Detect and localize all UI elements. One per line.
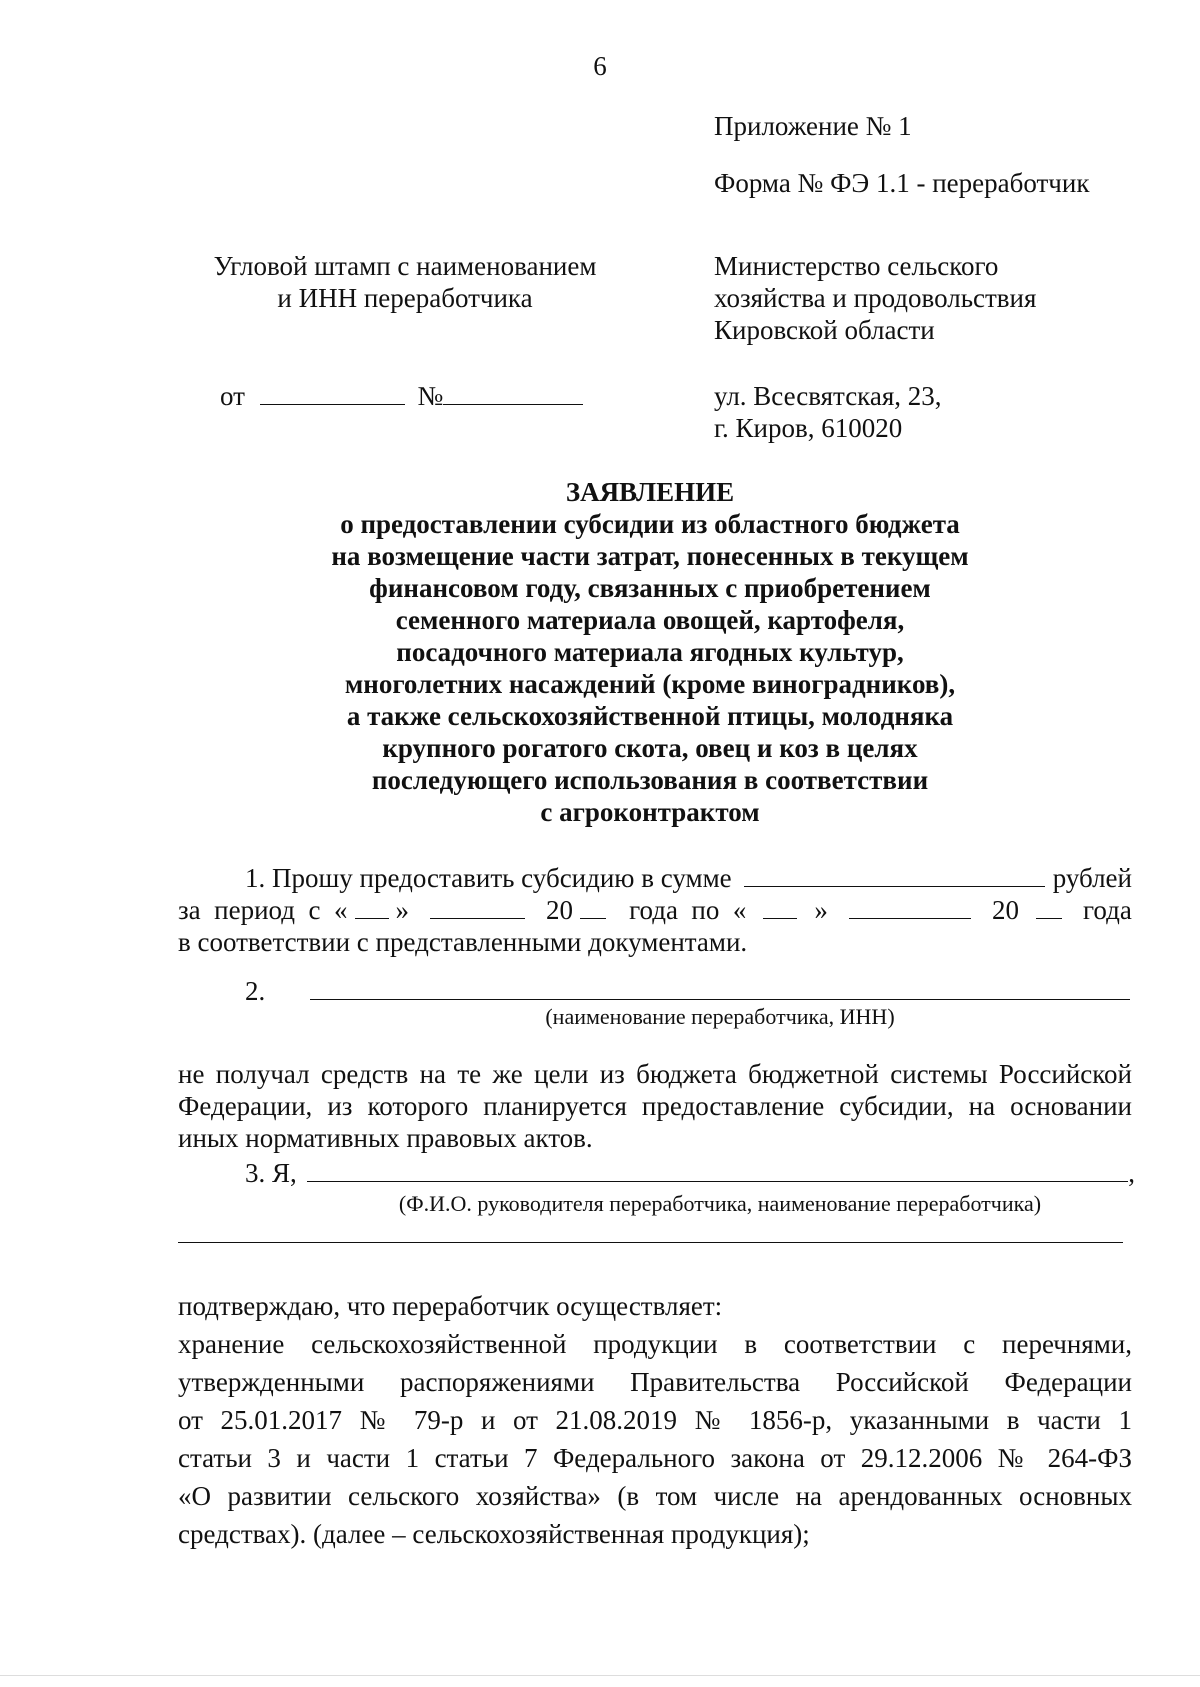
subtitle-line: о предоставлении субсидии из областного бюджета [340,509,960,539]
p2-text-line: не получал средств на те же цели из бюджета бюджетной системы Российской [178,1059,1132,1089]
p1-request-text: 1. Прошу предоставить субсидию в сумме [245,863,732,893]
p3-start: 3. Я, [245,1158,297,1188]
page-number: 6 [593,51,607,81]
subtitle-line: с агроконтрактом [540,797,760,827]
address-line-1: ул. Всесвятская, 23, [714,381,942,411]
address-line-2: г. Киров, 610020 [714,413,903,443]
rubles-label: рублей [1052,863,1132,893]
storage-line: от 25.01.2017 № 79-р и от 21.08.2019 № 1856-р, указанными в части 1 [178,1405,1132,1435]
date-field[interactable] [260,380,405,405]
form-number: Форма № ФЭ 1.1 - переработчик [714,168,1090,198]
ministry-line-1: Министерство сельского [714,251,999,281]
from-label: от [220,381,245,411]
document-title: ЗАЯВЛЕНИЕ [565,477,735,507]
period-from-month-field[interactable] [430,894,525,919]
subsidy-amount-field[interactable] [744,862,1045,887]
head-name-field-continued[interactable] [178,1218,1123,1243]
confirmation-block [178,1290,1132,1322]
storage-line: «О развитии сельского хозяйства» (в том числе на арендованных основных [178,1481,1132,1511]
number-field[interactable] [443,380,583,405]
p1-line-3: в соответствии с представленными документами. [178,927,748,957]
p2-text-line: иных нормативных правовых актов. [178,1123,593,1153]
address-block [714,380,942,444]
paragraph-2-text [178,1058,1132,1154]
stamp-line-1: Угловой штамп с наименованием [213,251,597,281]
period-to-year-field[interactable] [1036,894,1062,919]
appendix-label: Приложение № 1 [714,111,912,141]
p3-line [245,1157,1135,1189]
subtitle-line: финансовом году, связанных с приобретением [369,573,931,603]
p3-field-caption: (Ф.И.О. руководителя переработчика, наименование переработчика) [398,1191,1042,1216]
corner-stamp-caption [180,250,630,314]
p1-line-1 [178,862,1132,894]
ministry-line-3: Кировской области [714,315,935,345]
year-prefix: 20 [546,895,574,925]
ministry-line-2: хозяйства и продовольствия [714,283,1037,313]
subtitle-line: на возмещение части затрат, понесенных в текущем [331,541,969,571]
period-from-day-field[interactable] [355,894,389,919]
p3-comma: , [1128,1158,1135,1188]
storage-line: средствах). (далее – сельскохозяйственная продукция); [178,1519,810,1549]
subtitle-line: многолетних насаждений (кроме виноградников), [344,669,956,699]
head-name-field[interactable] [307,1157,1128,1182]
storage-paragraph [178,1325,1132,1553]
period-to-label: года по « [629,895,747,925]
subtitle-line: семенного материала овощей, картофеля, [395,605,905,635]
p2-number: 2. [245,976,266,1006]
period-to-day-field[interactable] [763,894,797,919]
subtitle-line: крупного рогатого скота, овец и коз в целях [382,733,918,763]
p1-line-2 [178,894,1132,926]
document-subtitle [250,508,1050,828]
year-prefix: 20 [991,895,1019,925]
addressee-block [714,250,1036,346]
subtitle-line: последующего использования в соответствии [371,765,929,795]
quote-close: » [395,895,410,925]
quote-close: » [814,895,828,925]
p2-field-caption: (наименование переработчика, ИНН) [545,1004,895,1029]
outgoing-ref [220,380,583,412]
storage-line: статьи 3 и части 1 статьи 7 Федерального закона от 29.12.2006 № 264-ФЗ [178,1443,1132,1473]
period-from-year-field[interactable] [580,894,606,919]
period-from-label: за период с « [178,895,348,925]
year-label: года [1082,895,1132,925]
subtitle-line: посадочного материала ягодных культур, [396,637,904,667]
stamp-line-2: и ИНН переработчика [277,283,533,313]
period-to-month-field[interactable] [849,894,971,919]
paragraph-1 [178,862,1132,958]
scan-edge [0,1675,1200,1676]
confirmation-line: подтверждаю, что переработчик осуществляет: [178,1291,723,1321]
number-label: № [417,381,444,411]
storage-line: хранение сельскохозяйственной продукции в соответствии с перечнями, [178,1329,1132,1359]
p2-text-line: Федерации, из которого планируется предоставление субсидии, на основании [178,1091,1132,1121]
storage-line: утвержденными распоряжениями Правительства Российской Федерации [178,1367,1132,1397]
processor-name-inn-field[interactable] [310,975,1130,1000]
subtitle-line: а также сельскохозяйственной птицы, молодняка [346,701,954,731]
